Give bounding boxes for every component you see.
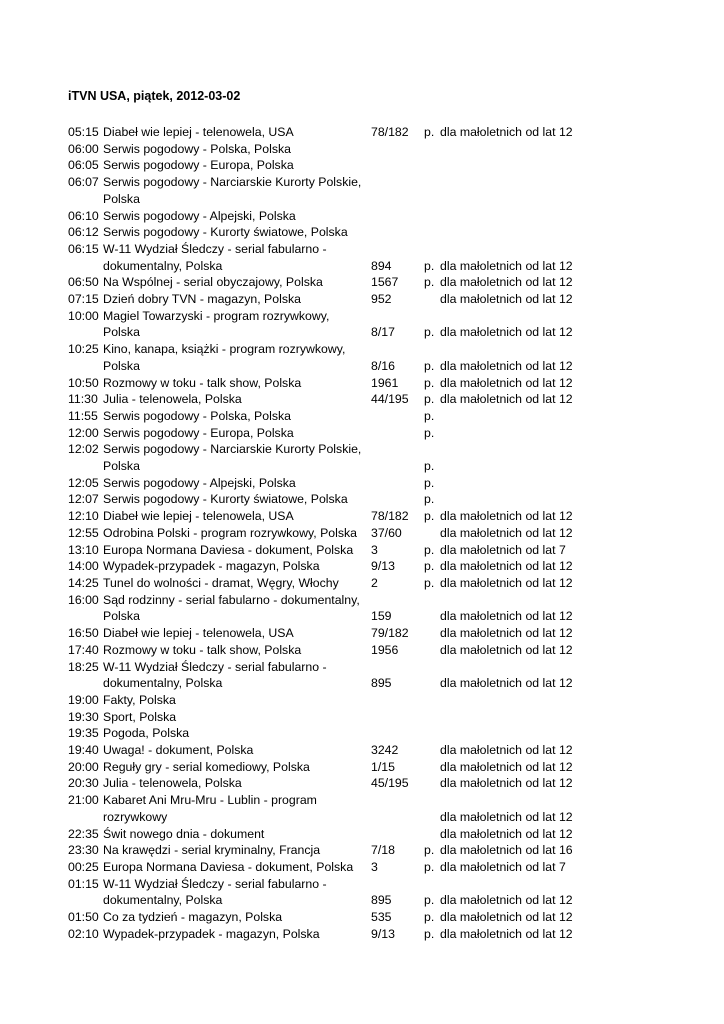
premiere-marker: p. <box>424 509 435 524</box>
program-title-line: Serwis pogodowy - Europa, Polska <box>103 158 294 173</box>
program-title-line: Serwis pogodowy - Alpejski, Polska <box>103 208 296 223</box>
age-rating: dla małoletnich od lat 12 <box>440 559 573 574</box>
program-title-line: Serwis pogodowy - Kurorty światowe, Polska <box>103 492 348 507</box>
program-time: 18:25 <box>68 659 99 674</box>
program-title-line: Polska <box>103 609 140 624</box>
program-time: 12:07 <box>68 492 99 507</box>
program-time: 10:25 <box>68 342 99 357</box>
schedule-row <box>68 375 688 392</box>
age-rating: dla małoletnich od lat 12 <box>440 325 573 340</box>
program-title <box>103 909 371 926</box>
schedule-row <box>68 408 688 425</box>
premiere-marker: p. <box>424 125 435 139</box>
program-title-line: Tunel do wolności - dramat, Węgry, Włochy <box>103 575 339 590</box>
program-title <box>103 692 371 709</box>
program-title <box>103 642 371 659</box>
schedule-row <box>68 291 688 308</box>
age-rating: dla małoletnich od lat 7 <box>440 859 566 874</box>
program-time: 06:15 <box>68 241 99 256</box>
program-time: 05:15 <box>68 125 99 139</box>
program-episode: 78/182 <box>371 125 409 139</box>
program-title-line: Magiel Towarzyski - program rozrywkowy, <box>103 308 330 323</box>
schedule-row <box>68 926 688 943</box>
program-episode: 37/60 <box>371 525 402 540</box>
schedule-row <box>68 709 688 726</box>
program-title <box>103 926 371 943</box>
premiere-marker: p. <box>424 492 435 507</box>
program-episode: 535 <box>371 910 392 925</box>
program-time: 06:00 <box>68 141 99 156</box>
program-title-line: Diabeł wie lepiej - telenowela, USA <box>103 125 294 139</box>
program-episode: 9/13 <box>371 926 395 941</box>
program-title-line: W-11 Wydział Śledczy - serial fabularno - <box>103 659 327 674</box>
schedule-row <box>68 391 688 408</box>
age-rating: dla małoletnich od lat 12 <box>440 392 573 407</box>
program-title-line: Rozmowy w toku - talk show, Polska <box>103 375 302 390</box>
schedule-row <box>68 425 688 442</box>
program-time: 11:55 <box>68 408 98 423</box>
premiere-marker: p. <box>424 325 435 340</box>
schedule-row <box>68 642 688 659</box>
program-title <box>103 859 371 876</box>
schedule-row <box>68 208 688 225</box>
program-episode: 7/18 <box>371 843 395 858</box>
age-rating: dla małoletnich od lat 12 <box>440 258 573 273</box>
program-time: 12:00 <box>68 425 99 440</box>
schedule-row <box>68 174 688 207</box>
age-rating: dla małoletnich od lat 12 <box>440 642 573 657</box>
program-time: 07:15 <box>68 292 99 307</box>
program-episode: 895 <box>371 676 392 691</box>
program-time: 10:00 <box>68 308 99 323</box>
program-title-line: Europa Normana Daviesa - dokument, Polska <box>103 542 354 557</box>
schedule-row <box>68 558 688 575</box>
age-rating: dla małoletnich od lat 12 <box>440 743 573 758</box>
program-title <box>103 558 371 575</box>
program-title-line: Diabeł wie lepiej - telenowela, USA <box>103 626 294 641</box>
schedule-row <box>68 441 688 474</box>
schedule-row <box>68 491 688 508</box>
age-rating: dla małoletnich od lat 12 <box>440 292 573 307</box>
schedule-row <box>68 124 688 141</box>
schedule-row <box>68 341 688 374</box>
schedule-row <box>68 575 688 592</box>
program-title-line: Pogoda, Polska <box>103 726 190 741</box>
program-time: 14:00 <box>68 559 99 574</box>
program-title <box>103 709 371 726</box>
program-episode: 2 <box>371 575 378 590</box>
program-title-line: Świt nowego dnia - dokument <box>103 826 265 841</box>
program-title <box>103 475 371 492</box>
program-title <box>103 725 371 742</box>
program-title <box>103 876 371 909</box>
program-title-line: Kabaret Ani Mru-Mru - Lublin - program <box>103 793 317 808</box>
program-time: 12:05 <box>68 475 99 490</box>
program-time: 06:10 <box>68 208 99 223</box>
schedule-row <box>68 625 688 642</box>
program-title-line: Na krawędzi - serial kryminalny, Francja <box>103 843 321 858</box>
program-title <box>103 842 371 859</box>
age-rating: dla małoletnich od lat 12 <box>440 926 573 941</box>
program-title-line: Polska <box>103 325 140 340</box>
program-title-line: Uwaga! - dokument, Polska <box>103 743 254 758</box>
age-rating: dla małoletnich od lat 12 <box>440 910 573 925</box>
program-title-line: Europa Normana Daviesa - dokument, Polska <box>103 859 354 874</box>
age-rating: dla małoletnich od lat 12 <box>440 676 573 691</box>
program-title <box>103 408 371 425</box>
program-time: 01:15 <box>68 876 99 891</box>
age-rating: dla małoletnich od lat 12 <box>440 759 573 774</box>
program-title-line: rozrywkowy <box>103 809 168 824</box>
program-title-line: W-11 Wydział Śledczy - serial fabularno - <box>103 876 327 891</box>
program-title-line: Reguły gry - serial komediowy, Polska <box>103 759 310 774</box>
schedule-row <box>68 274 688 291</box>
program-title <box>103 759 371 776</box>
program-title-line: Dzień dobry TVN - magazyn, Polska <box>103 292 301 307</box>
program-title <box>103 625 371 642</box>
program-title-line: dokumentalny, Polska <box>103 676 223 691</box>
program-time: 19:35 <box>68 726 99 741</box>
program-title <box>103 174 371 207</box>
schedule-row <box>68 692 688 709</box>
program-time: 02:10 <box>68 926 99 941</box>
program-title <box>103 224 371 241</box>
program-episode: 1956 <box>371 642 399 657</box>
program-title <box>103 208 371 225</box>
schedule-row <box>68 775 688 792</box>
program-time: 06:07 <box>68 175 99 190</box>
program-title-line: Julia - telenowela, Polska <box>103 392 242 407</box>
program-title <box>103 659 371 692</box>
program-title-line: Polska <box>103 358 140 373</box>
program-title-line: Julia - telenowela, Polska <box>103 776 242 791</box>
schedule-row <box>68 224 688 241</box>
program-episode: 3242 <box>371 743 399 758</box>
program-episode: 9/13 <box>371 559 395 574</box>
program-title <box>103 157 371 174</box>
schedule-row <box>68 542 688 559</box>
program-episode: 952 <box>371 292 392 307</box>
program-episode: 79/182 <box>371 626 409 641</box>
program-time: 20:30 <box>68 776 99 791</box>
program-title-line: dokumentalny, Polska <box>103 893 223 908</box>
program-time: 23:30 <box>68 843 99 858</box>
age-rating: dla małoletnich od lat 16 <box>440 843 573 858</box>
schedule-row <box>68 742 688 759</box>
program-title-line: Kino, kanapa, książki - program rozrywkowy, <box>103 342 346 357</box>
program-title-line: Odrobina Polski - program rozrywkowy, Polska <box>103 525 357 540</box>
program-episode: 45/195 <box>371 776 409 791</box>
schedule-row <box>68 525 688 542</box>
program-title-line: Na Wspólnej - serial obyczajowy, Polska <box>103 275 323 290</box>
program-time: 16:50 <box>68 626 99 641</box>
program-title-line: Polska <box>103 459 140 474</box>
program-title-line: Serwis pogodowy - Narciarskie Kurorty Polskie, <box>103 442 362 457</box>
schedule-row <box>68 759 688 776</box>
premiere-marker: p. <box>424 459 435 474</box>
age-rating: dla małoletnich od lat 12 <box>440 826 573 841</box>
program-title-line: Sąd rodzinny - serial fabularno - dokumentalny, <box>103 592 360 607</box>
premiere-marker: p. <box>424 893 435 908</box>
program-title <box>103 826 371 843</box>
schedule-row <box>68 141 688 158</box>
program-episode: 895 <box>371 893 392 908</box>
program-title-line: Serwis pogodowy - Europa, Polska <box>103 425 294 440</box>
page-title: iTVN USA, piątek, 2012-03-02 <box>68 89 241 103</box>
program-title-line: Polska <box>103 191 140 206</box>
program-title <box>103 291 371 308</box>
schedule-row <box>68 859 688 876</box>
program-title-line: Wypadek-przypadek - magazyn, Polska <box>103 926 320 941</box>
age-rating: dla małoletnich od lat 12 <box>440 125 573 139</box>
age-rating: dla małoletnich od lat 12 <box>440 626 573 641</box>
premiere-marker: p. <box>424 559 435 574</box>
program-title-line: Serwis pogodowy - Narciarskie Kurorty Polskie, <box>103 175 362 190</box>
program-episode: 78/182 <box>371 509 409 524</box>
program-time: 16:00 <box>68 592 99 607</box>
program-time: 21:00 <box>68 793 99 808</box>
program-episode: 44/195 <box>371 392 409 407</box>
program-title-line: Diabeł wie lepiej - telenowela, USA <box>103 509 294 524</box>
program-episode: 159 <box>371 609 392 624</box>
schedule-row <box>68 659 688 692</box>
program-time: 20:00 <box>68 759 99 774</box>
schedule-row <box>68 792 688 825</box>
program-title <box>103 525 371 542</box>
program-title <box>103 742 371 759</box>
program-title <box>103 341 371 374</box>
program-time: 14:25 <box>68 575 99 590</box>
program-time: 06:05 <box>68 158 99 173</box>
premiere-marker: p. <box>424 859 435 874</box>
program-time: 19:30 <box>68 709 99 724</box>
schedule-list <box>68 124 688 942</box>
schedule-row <box>68 592 688 625</box>
program-time: 06:50 <box>68 275 99 290</box>
program-time: 12:10 <box>68 509 99 524</box>
program-time: 11:30 <box>68 392 98 407</box>
premiere-marker: p. <box>424 926 435 941</box>
program-title <box>103 391 371 408</box>
program-title <box>103 141 371 158</box>
age-rating: dla małoletnich od lat 12 <box>440 275 573 290</box>
program-title <box>103 592 371 625</box>
program-title-line: W-11 Wydział Śledczy - serial fabularno - <box>103 241 327 256</box>
program-title <box>103 508 371 525</box>
program-title-line: Serwis pogodowy - Polska, Polska <box>103 141 291 156</box>
schedule-row <box>68 308 688 341</box>
program-title-line: Wypadek-przypadek - magazyn, Polska <box>103 559 320 574</box>
premiere-marker: p. <box>424 425 435 440</box>
program-episode: 8/16 <box>371 358 395 373</box>
schedule-row <box>68 157 688 174</box>
program-episode: 1/15 <box>371 759 395 774</box>
age-rating: dla małoletnich od lat 12 <box>440 509 573 524</box>
age-rating: dla małoletnich od lat 12 <box>440 358 573 373</box>
program-title-line: Fakty, Polska <box>103 692 176 707</box>
age-rating: dla małoletnich od lat 12 <box>440 893 573 908</box>
premiere-marker: p. <box>424 408 435 423</box>
program-title <box>103 241 371 274</box>
program-time: 13:10 <box>68 542 99 557</box>
age-rating: dla małoletnich od lat 12 <box>440 809 573 824</box>
program-title-line: Serwis pogodowy - Kurorty światowe, Polska <box>103 225 348 240</box>
program-title <box>103 425 371 442</box>
program-episode: 1567 <box>371 275 399 290</box>
program-title-line: Serwis pogodowy - Alpejski, Polska <box>103 475 296 490</box>
program-episode: 3 <box>371 542 378 557</box>
schedule-row <box>68 241 688 274</box>
schedule-row <box>68 876 688 909</box>
premiere-marker: p. <box>424 843 435 858</box>
program-episode: 8/17 <box>371 325 395 340</box>
premiere-marker: p. <box>424 375 435 390</box>
program-episode: 894 <box>371 258 392 273</box>
age-rating: dla małoletnich od lat 7 <box>440 542 566 557</box>
program-title <box>103 792 371 825</box>
age-rating: dla małoletnich od lat 12 <box>440 575 573 590</box>
schedule-row <box>68 909 688 926</box>
program-title <box>103 441 371 474</box>
premiere-marker: p. <box>424 275 435 290</box>
program-time: 17:40 <box>68 642 99 657</box>
program-title-line: Sport, Polska <box>103 709 177 724</box>
program-title <box>103 274 371 291</box>
program-title <box>103 575 371 592</box>
program-title <box>103 491 371 508</box>
program-title <box>103 542 371 559</box>
age-rating: dla małoletnich od lat 12 <box>440 375 573 390</box>
program-title-line: Serwis pogodowy - Polska, Polska <box>103 408 291 423</box>
program-title-line: Rozmowy w toku - talk show, Polska <box>103 642 302 657</box>
program-time: 01:50 <box>68 910 99 925</box>
premiere-marker: p. <box>424 392 435 407</box>
program-title <box>103 775 371 792</box>
program-time: 22:35 <box>68 826 99 841</box>
program-title-line: Co za tydzień - magazyn, Polska <box>103 910 283 925</box>
schedule-row <box>68 826 688 843</box>
program-time: 00:25 <box>68 859 99 874</box>
premiere-marker: p. <box>424 575 435 590</box>
schedule-row <box>68 842 688 859</box>
program-time: 06:12 <box>68 225 99 240</box>
program-time: 12:55 <box>68 525 99 540</box>
program-time: 12:02 <box>68 442 99 457</box>
premiere-marker: p. <box>424 542 435 557</box>
premiere-marker: p. <box>424 258 435 273</box>
program-time: 10:50 <box>68 375 99 390</box>
age-rating: dla małoletnich od lat 12 <box>440 525 573 540</box>
program-time: 19:00 <box>68 692 99 707</box>
program-title <box>103 375 371 392</box>
program-title <box>103 308 371 341</box>
program-title <box>103 124 371 141</box>
schedule-row <box>68 725 688 742</box>
program-title-line: dokumentalny, Polska <box>103 258 223 273</box>
premiere-marker: p. <box>424 475 435 490</box>
premiere-marker: p. <box>424 358 435 373</box>
program-episode: 3 <box>371 859 378 874</box>
schedule-row <box>68 508 688 525</box>
premiere-marker: p. <box>424 910 435 925</box>
program-episode: 1961 <box>371 375 399 390</box>
program-time: 19:40 <box>68 743 99 758</box>
schedule-row <box>68 475 688 492</box>
age-rating: dla małoletnich od lat 12 <box>440 609 573 624</box>
age-rating: dla małoletnich od lat 12 <box>440 776 573 791</box>
